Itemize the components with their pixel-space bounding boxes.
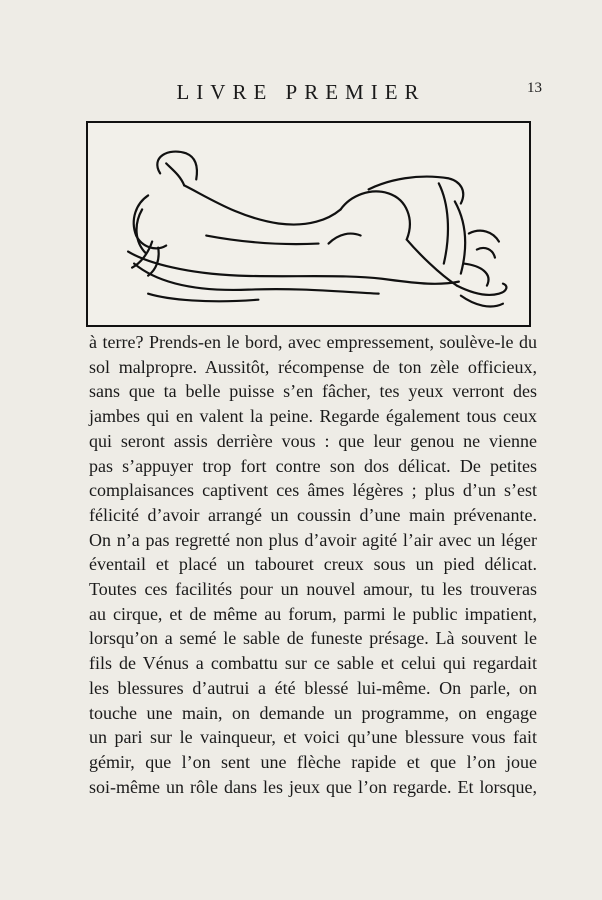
text-line: sans que ta belle puisse s’en fâcher, tes yeux verront des: [89, 381, 537, 402]
running-head-title: LIVRE PREMIER: [176, 80, 426, 104]
text-line: au cirque, et de même au forum, parmi le public impatient,: [89, 603, 537, 624]
text-line: fils de Vénus a combattu sur ce sable et celui qui regardait: [89, 653, 537, 674]
text-line: éventail et placé un tabouret creux sous un pied délicat.: [89, 554, 537, 575]
text-line: lorsqu’on a semé le sable de funeste présage. Là souvent le: [89, 628, 537, 649]
text-line: jambes qui en valent la peine. Regarde également tous ceux: [89, 406, 537, 427]
text-line: les blessures d’autrui a été blessé lui-même. On parle, on: [89, 677, 537, 698]
text-line: On n’a pas regretté non plus d’avoir agité l’air avec un léger: [89, 529, 537, 550]
text-line: Toutes ces facilités pour un nouvel amour, tu les trouveras: [89, 579, 537, 600]
page-number: 13: [527, 80, 542, 96]
text-line: gémir, que l’on sent une flèche rapide et que l’on joue: [89, 751, 537, 772]
text-line: soi-même un rôle dans les jeux que l’on regarde. Et lorsque,: [89, 776, 537, 797]
text-line: sol malpropre. Aussitôt, récompense de ton zèle officieux,: [89, 356, 537, 377]
body-text: [89, 330, 537, 799]
text-line: un pari sur le vainqueur, et voici qu’une blessure vous fait: [89, 727, 537, 748]
woodcut-illustration-reclining-figure: [86, 121, 531, 327]
text-line: qui seront assis derrière vous : que leur genou ne vienne: [89, 430, 537, 451]
text-line: complaisances captivent ces âmes légères ; plus d’un s’est: [89, 480, 537, 501]
text-line: touche une main, on demande un programme, on engage: [89, 702, 537, 723]
text-line: à terre? Prends-en le bord, avec empressement, soulève-le du: [89, 332, 537, 352]
text-line: pas s’appuyer trop fort contre son dos délicat. De petites: [89, 455, 537, 476]
reclining-figure-drawing: [88, 123, 529, 325]
text-line: félicité d’avoir arrangé un coussin d’une main prévenante.: [89, 504, 537, 525]
